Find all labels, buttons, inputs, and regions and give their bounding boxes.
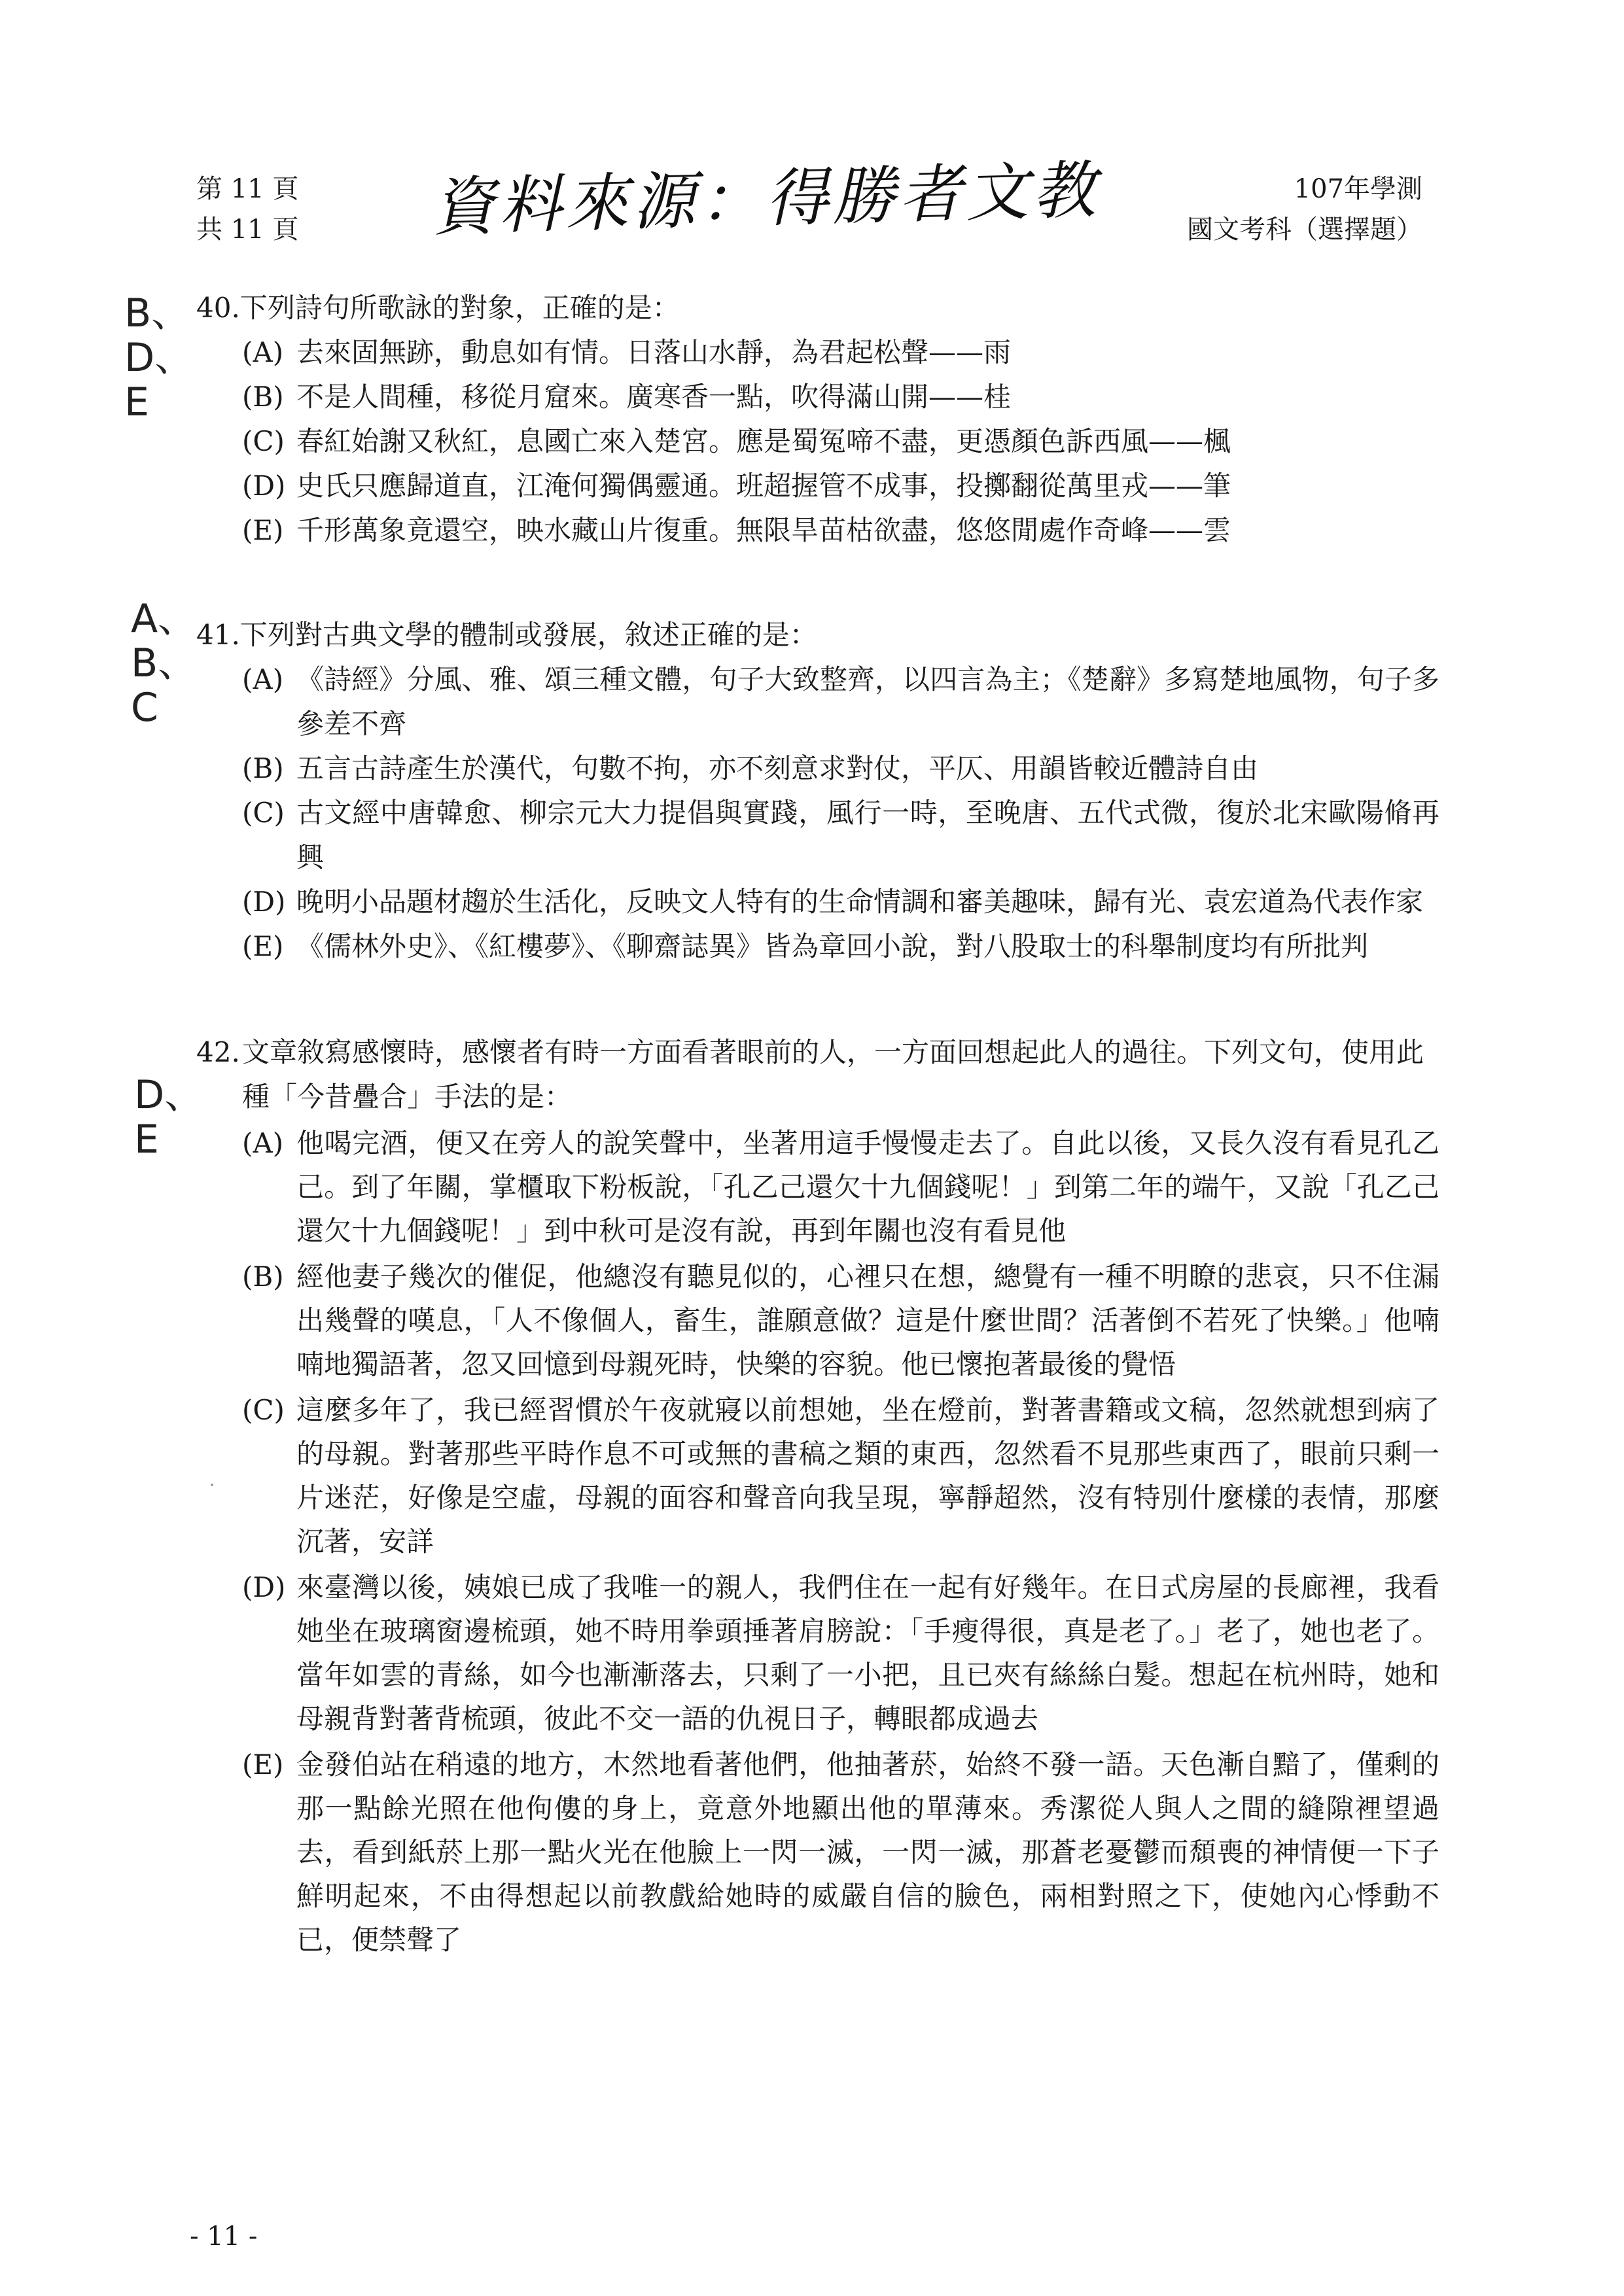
option-label: (B) bbox=[242, 1261, 284, 1293]
option-e bbox=[196, 1743, 1439, 1962]
option-text: 史氏只應歸道直，江淹何獨偶靈通。班超握管不成事，投擲翻從萬里戎——筆 bbox=[296, 470, 1231, 502]
option-label: (C) bbox=[242, 1394, 285, 1426]
option-text: 經他妻子幾次的催促，他總沒有聽見似的，心裡只在想，總覺有一種不明瞭的悲哀，只不住漏出幾聲的嘆息，「人不像個人，畜生，誰願意做？這是什麼世間？活著倒不若死了快樂。」他喃喃地獨語著，忽又回憶到母親死時，快樂的容貌。他已懷抱著最後的覺悟 bbox=[296, 1261, 1439, 1380]
option-text: 金發伯站在稍遠的地方，木然地看著他們，他抽著菸，始終不發一語。天色漸自黯了，僅剩的那一點餘光照在他佝僂的身上，竟意外地顯出他的單薄來。秀潔從人與人之間的縫隙裡望過去，看到紙菸上那一點火光在他臉上一閃一滅，一閃一滅，那蒼老憂鬱而頹喪的神情便一下子鮮明起來，不由得想起以前教戲給她時的威嚴自信的臉色，兩相對照之下，使她內心悸動不已，便禁聲了 bbox=[296, 1748, 1439, 1956]
handwritten-answer-q42: D、 E bbox=[134, 1072, 204, 1162]
option-label: (D) bbox=[242, 1571, 286, 1603]
option-label: (A) bbox=[242, 336, 284, 368]
option-a bbox=[196, 657, 1439, 746]
option-b bbox=[196, 1255, 1439, 1386]
question-stem bbox=[196, 1030, 1439, 1119]
option-d bbox=[196, 1565, 1439, 1741]
question-text: 文章敘寫感懷時，感懷者有時一方面看著眼前的人，一方面回想起此人的過往。下列文句，使用此種「今昔疊合」手法的是： bbox=[242, 1036, 1424, 1113]
option-label: (E) bbox=[242, 514, 284, 546]
option-text: 這麼多年了，我已經習慣於午夜就寢以前想她，坐在燈前，對著書籍或文稿，忽然就想到病了的母親。對著那些平時作息不可或無的書稿之類的東西，忽然看不見那些東西了，眼前只剩一片迷茫，好像是空虛，母親的面容和聲音向我呈現，寧靜超然，沒有特別什麼樣的表情，那麼沉著，安詳 bbox=[296, 1394, 1439, 1557]
page-header-left bbox=[196, 169, 298, 250]
option-label: (C) bbox=[242, 425, 285, 457]
option-text: 《儒林外史》、《紅樓夢》、《聊齋誌異》皆為章回小說，對八股取士的科舉制度均有所批判 bbox=[296, 930, 1369, 962]
page-number: 第 11 頁 bbox=[196, 174, 299, 204]
option-label: (D) bbox=[242, 470, 286, 502]
page-footer: - 11 - bbox=[190, 2221, 258, 2252]
handwritten-answer-q40: B、 D、 E bbox=[124, 290, 194, 425]
handwritten-answer-q41: A、 B、 C bbox=[131, 596, 198, 731]
option-text: 來臺灣以後，姨娘已成了我唯一的親人，我們住在一起有好幾年。在日式房屋的長廊裡，我看她坐在玻璃窗邊梳頭，她不時用拳頭捶著肩膀說：「手瘦得很，真是老了。」老了，她也老了。當年如雲的青絲，如今也漸漸落去，只剩了一小把，且已夾有絲絲白髮。想起在杭州時，她和母親背對著背梳頭，彼此不交一語的仇視日子，轉眼都成過去 bbox=[296, 1571, 1439, 1735]
option-c bbox=[196, 1388, 1439, 1563]
option-d bbox=[196, 880, 1439, 924]
option-text: 千形萬象竟還空，映水藏山片復重。無限旱苗枯欲盡，悠悠閒處作奇峰——雲 bbox=[296, 514, 1231, 546]
option-label: (E) bbox=[242, 930, 284, 962]
option-text: 他喝完酒，便又在旁人的說笑聲中，坐著用這手慢慢走去了。自此以後，又長久沒有看見孔乙己。到了年關，掌櫃取下粉板說，「孔乙己還欠十九個錢呢！」到第二年的端午，又說「孔乙己還欠十九個錢呢！」到中秋可是沒有說，再到年關也沒有看見他 bbox=[296, 1127, 1439, 1247]
option-label: (D) bbox=[242, 886, 286, 918]
question-text: 下列對古典文學的體制或發展，敘述正確的是： bbox=[239, 619, 817, 651]
option-label: (C) bbox=[242, 797, 285, 829]
question-text: 下列詩句所歌詠的對象，正確的是： bbox=[239, 292, 680, 324]
option-label: (B) bbox=[242, 752, 284, 784]
question-stem bbox=[196, 613, 1439, 657]
option-label: (E) bbox=[242, 1748, 284, 1781]
option-text: 晚明小品題材趨於生活化，反映文人特有的生命情調和審美趣味，歸有光、袁宏道為代表作家 bbox=[296, 886, 1424, 918]
option-e bbox=[196, 508, 1439, 553]
question-42 bbox=[196, 1030, 1439, 1962]
question-stem bbox=[196, 286, 1439, 330]
option-label: (A) bbox=[242, 663, 284, 695]
scan-speck bbox=[211, 1484, 213, 1486]
option-text: 五言古詩產生於漢代，句數不拘，亦不刻意求對仗，平仄、用韻皆較近體詩自由 bbox=[296, 752, 1259, 784]
subject-title: 國文考科（選擇題） bbox=[1187, 215, 1422, 245]
page-total: 共 11 頁 bbox=[196, 215, 299, 245]
option-text: 春紅始謝又秋紅，息國亡來入楚宮。應是蜀冤啼不盡，更憑顏色訴西風——楓 bbox=[296, 425, 1231, 457]
question-number: 41. bbox=[196, 619, 240, 651]
option-c bbox=[196, 419, 1439, 464]
option-a bbox=[196, 1121, 1439, 1253]
question-41 bbox=[196, 613, 1439, 969]
option-label: (B) bbox=[242, 381, 284, 413]
option-text: 古文經中唐韓愈、柳宗元大力提倡與實踐，風行一時，至晚唐、五代式微，復於北宋歐陽脩再興 bbox=[296, 797, 1439, 873]
option-b bbox=[196, 746, 1439, 791]
handwritten-source-note: 資料來源：得勝者文教 bbox=[431, 153, 1101, 245]
option-label: (A) bbox=[242, 1127, 284, 1159]
question-number: 40. bbox=[196, 292, 240, 324]
exam-title: 107年學測 bbox=[1294, 174, 1422, 204]
option-a bbox=[196, 330, 1439, 375]
option-text: 《詩經》分風、雅、頌三種文體，句子大致整齊，以四言為主；《楚辭》多寫楚地風物，句子多參差不齊 bbox=[296, 663, 1439, 740]
option-c bbox=[196, 791, 1439, 880]
question-40 bbox=[196, 286, 1439, 553]
option-text: 不是人間種，移從月窟來。廣寒香一點，吹得滿山開——桂 bbox=[296, 381, 1012, 413]
option-d bbox=[196, 464, 1439, 508]
page-header-right bbox=[1187, 169, 1422, 250]
question-number: 42. bbox=[196, 1036, 240, 1068]
option-b bbox=[196, 375, 1439, 419]
option-text: 去來固無跡，動息如有情。日落山水靜，為君起松聲——雨 bbox=[296, 336, 1012, 368]
option-e bbox=[196, 924, 1439, 969]
